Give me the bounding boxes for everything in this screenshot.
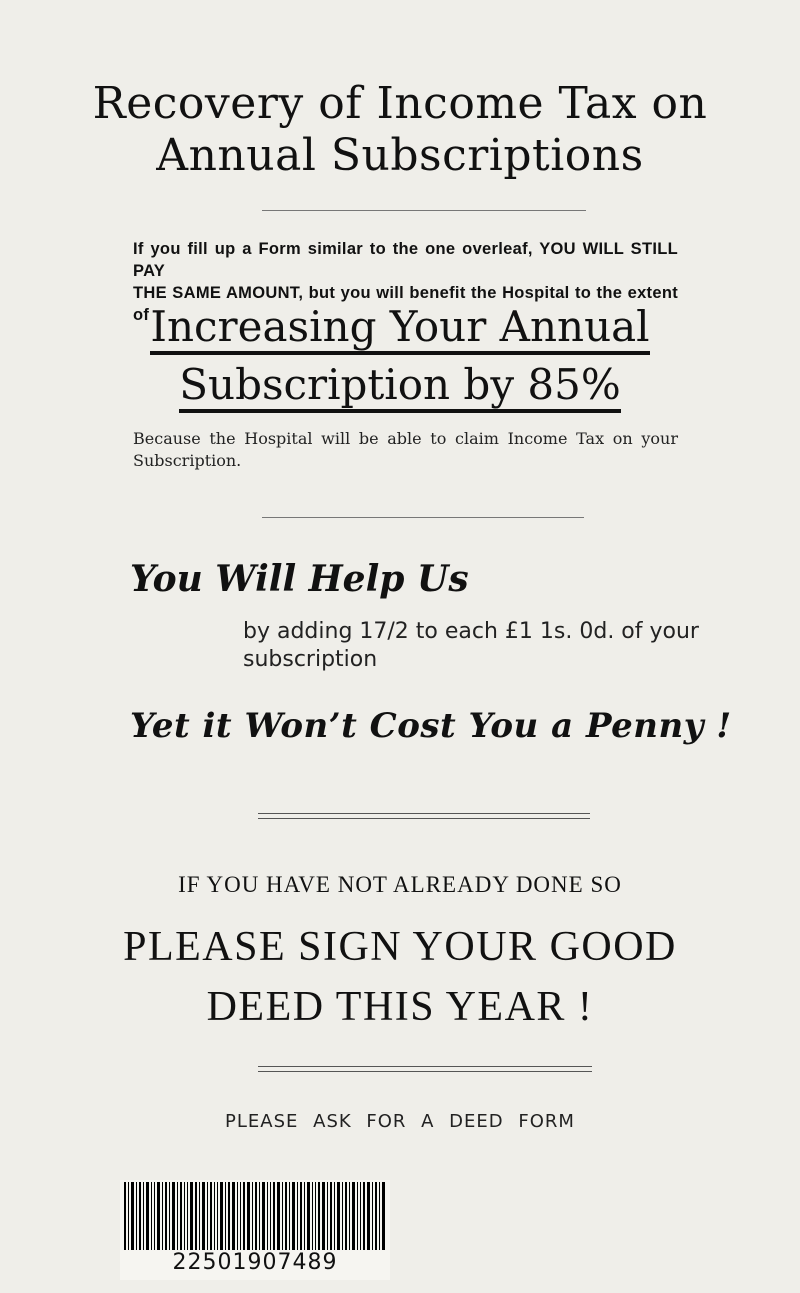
divider-top xyxy=(262,210,586,211)
penny-slogan: Yet it Won’t Cost You a Penny ! xyxy=(130,706,732,746)
intro-line-1: If you fill up a Form similar to the one overleaf, YOU WILL STILL PAY xyxy=(133,240,678,280)
help-heading: You Will Help Us xyxy=(130,558,469,600)
appeal-condition: IF YOU HAVE NOT ALREADY DONE SO xyxy=(178,872,622,897)
double-rule-2b xyxy=(258,1071,592,1072)
help-body: by adding 17/2 to each £1 1s. 0d. of your subscription xyxy=(243,619,699,672)
double-rule-2a xyxy=(258,1066,592,1067)
barcode-bars xyxy=(120,1180,390,1252)
title-line-1: Recovery of Income Tax on xyxy=(92,78,708,129)
intro-line-2: THE SAME AMOUNT, but you will benefit the Hospital to the extent of xyxy=(133,284,678,324)
barcode xyxy=(120,1180,390,1280)
because-paragraph: Because the Hospital will be able to claim Income Tax on your Subscription. xyxy=(133,429,678,470)
double-rule-1a xyxy=(258,813,590,814)
deed-form-request: PLEASE ASK FOR A DEED FORM xyxy=(225,1111,575,1132)
divider-middle xyxy=(262,517,584,518)
headline-line-1: Increasing Your Annual xyxy=(0,302,800,352)
headline-line-2: Subscription by 85% xyxy=(0,360,800,410)
double-rule-1b xyxy=(258,818,590,819)
title-line-2: Annual Subscriptions xyxy=(156,130,644,181)
barcode-number: 22501907489 xyxy=(172,1250,338,1275)
appeal-line-2: DEED THIS YEAR ! xyxy=(206,984,594,1030)
appeal-line-1: PLEASE SIGN YOUR GOOD xyxy=(123,924,677,970)
